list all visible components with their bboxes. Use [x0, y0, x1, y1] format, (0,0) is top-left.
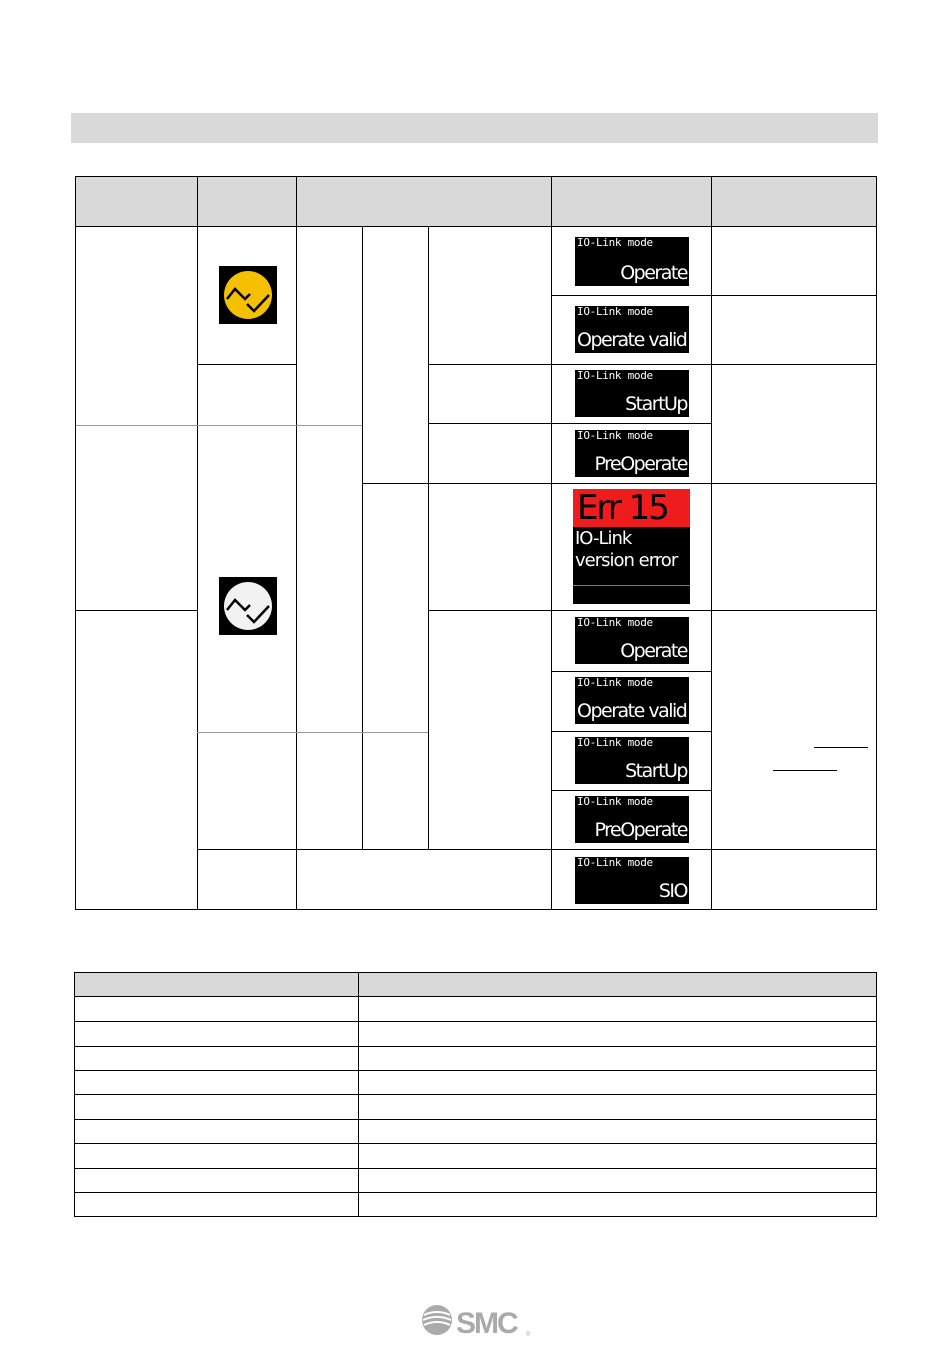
display-sio	[575, 857, 689, 904]
display-state: Operate valid	[577, 700, 687, 722]
display-operate-valid	[575, 677, 689, 724]
logo-text: SMC	[456, 1307, 517, 1339]
display-startup	[575, 737, 689, 784]
display-operate	[575, 237, 689, 286]
error-line-2: version error	[575, 550, 678, 571]
io-link-status-table	[75, 176, 877, 910]
description-table	[74, 972, 877, 1217]
display-state: PreOperate	[594, 453, 687, 475]
display-mode-label: IO-Link mode	[577, 306, 653, 318]
display-state: Operate	[620, 262, 687, 284]
display-preoperate	[575, 430, 689, 477]
display-state: StartUp	[625, 393, 687, 415]
display-state: PreOperate	[594, 819, 687, 841]
display-startup	[575, 370, 689, 417]
display-operate	[575, 617, 689, 664]
io-link-inactive-icon	[219, 577, 277, 635]
display-mode-label: IO-Link mode	[577, 857, 653, 869]
display-error	[573, 489, 690, 604]
description-table-header	[75, 973, 876, 997]
error-code: Err 15	[573, 489, 690, 527]
table-header-row	[76, 177, 876, 226]
io-link-active-icon	[219, 266, 277, 324]
display-state: Operate	[620, 640, 687, 662]
display-operate-valid	[575, 306, 689, 353]
smc-logo	[420, 1303, 532, 1339]
display-state: Operate valid	[577, 329, 687, 351]
display-mode-label: IO-Link mode	[577, 617, 653, 629]
display-mode-label: IO-Link mode	[577, 677, 653, 689]
note-underline	[814, 747, 868, 748]
display-mode-label: IO-Link mode	[577, 370, 653, 382]
display-state: StartUp	[625, 760, 687, 782]
svg-text:®: ®	[526, 1332, 531, 1338]
display-mode-label: IO-Link mode	[577, 796, 653, 808]
display-mode-label: IO-Link mode	[577, 430, 653, 442]
display-mode-label: IO-Link mode	[577, 737, 653, 749]
section-title-bar	[71, 113, 878, 143]
display-mode-label: IO-Link mode	[577, 237, 653, 249]
error-line-1: IO-Link	[575, 528, 632, 549]
display-preoperate	[575, 796, 689, 843]
display-state: SIO	[658, 880, 687, 902]
note-underline	[773, 770, 837, 771]
